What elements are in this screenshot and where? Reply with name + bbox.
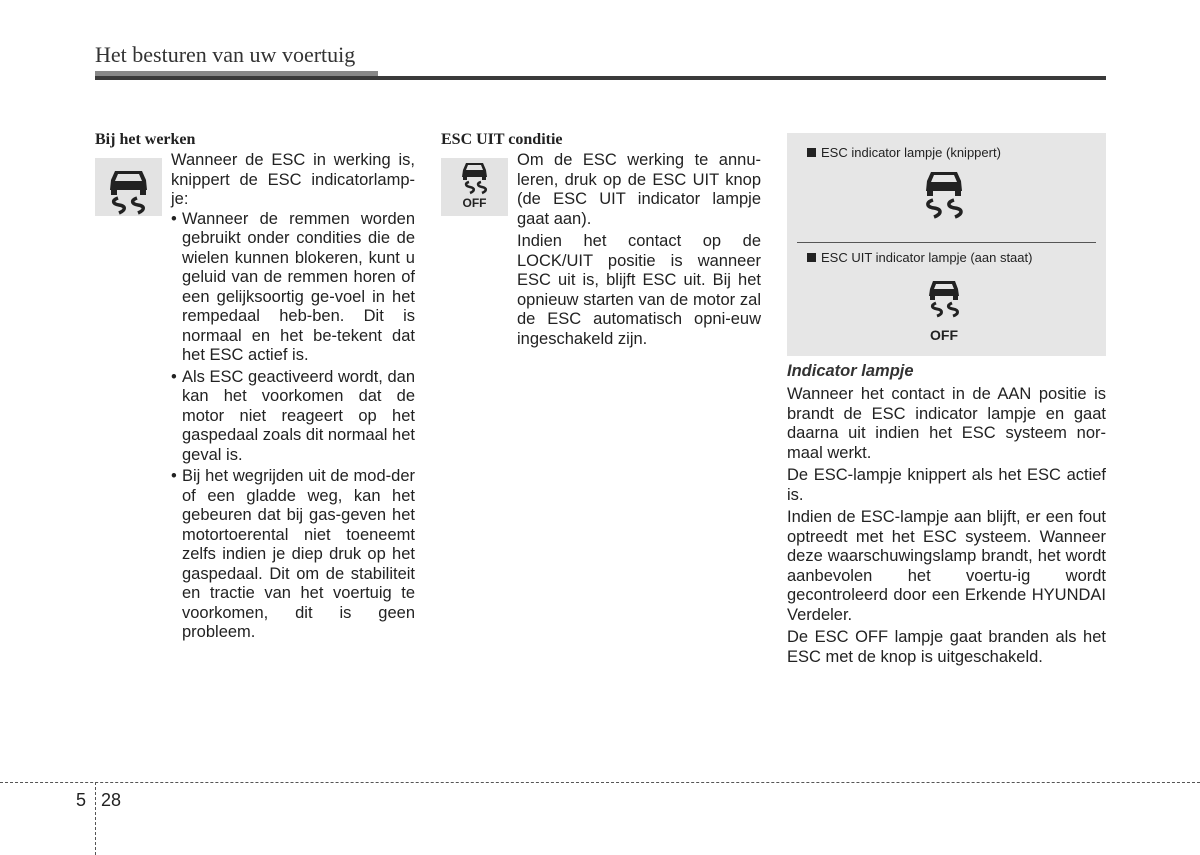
list-item: • Als ESC geactiveerd wordt, dan kan het voorkomen dat de motor niet reageert op het gaspedaal zoals dit normaal het geval is. bbox=[171, 368, 415, 466]
paragraph: Wanneer het contact in de AAN positie is brandt de ESC indicator lampje en gaat daarna uit indien het ESC systeem nor-maal werkt. bbox=[787, 385, 1106, 462]
off-icon-label: OFF bbox=[462, 196, 487, 210]
indicator-heading: Indicator lampje bbox=[787, 362, 914, 380]
page-header-title: Het besturen van uw voertuig bbox=[95, 42, 356, 67]
panel-label-off bbox=[807, 250, 1032, 265]
paragraph: Indien het contact op de LOCK/UIT positie is wanneer ESC uit is, blijft ESC uit. Bij het opnieuw starten van de motor zal de ESC automatisch opni-euw ingeschakeld zijn. bbox=[517, 232, 761, 348]
list-item: • Wanneer de remmen worden gebruikt onder condities die de wielen kunnen blokeren, kunt u geluid van de remmen horen of een gelijksoortig ge-voel in het rempedaal heb-ben. Dit is normaal en het be-tekent dat het ESC actief is. bbox=[171, 210, 415, 366]
panel-label-text: ESC UIT indicator lampje (aan staat) bbox=[821, 250, 1033, 265]
square-bullet-icon bbox=[807, 148, 816, 157]
esc-off-large-icon bbox=[920, 279, 968, 332]
esc-indicator-icon bbox=[95, 158, 162, 216]
paragraph: De ESC-lampje knippert als het ESC actief is. bbox=[787, 466, 1106, 504]
section-heading: ESC UIT conditie bbox=[441, 131, 563, 148]
intro-text: Wanneer de ESC in werking is, knippert de ESC indicatorlamp-je: bbox=[171, 151, 415, 208]
footer-vertical-divider bbox=[95, 782, 96, 855]
off-label: OFF bbox=[930, 327, 958, 343]
list-item: • Bij het wegrijden uit de mod-der of een gladde weg, kan het gebeuren dat bij gas-geven het motortoerental niet toeneemt zelfs indien je diep druk op het gaspedaal. Dit om de stabiliteit en tractie van het voertuig te voorkomen, dit is geen probleem. bbox=[171, 467, 415, 643]
chapter-number: 5 bbox=[76, 790, 87, 810]
paragraph: Indien de ESC-lampje aan blijft, er een fout optreedt met het ESC systeem. Wanneer deze waarschuwingslamp brandt, het wordt aanbevolen het voertu-ig wordt gecontroleerd door een Erkende HYUNDAI Verdeler. bbox=[787, 508, 1106, 624]
indicator-panel bbox=[787, 133, 1106, 356]
panel-label-text: ESC indicator lampje (knippert) bbox=[821, 145, 1001, 160]
panel-label-blinking bbox=[807, 145, 1001, 160]
column-esc-uit-conditie bbox=[441, 130, 761, 352]
column-indicator-lampje bbox=[787, 385, 1106, 670]
panel-divider bbox=[797, 242, 1096, 243]
section-heading: Bij het werken bbox=[95, 131, 196, 148]
page-number: 28 bbox=[101, 790, 122, 810]
square-bullet-icon bbox=[807, 253, 816, 262]
esc-off-indicator-icon bbox=[441, 158, 508, 216]
paragraph: De ESC OFF lampje gaat branden als het ESC met de knop is uitgeschakeld. bbox=[787, 628, 1106, 666]
header-rule bbox=[95, 76, 1106, 80]
esc-indicator-large-icon bbox=[914, 169, 974, 234]
bullet-list bbox=[171, 210, 415, 643]
paragraph: Om de ESC werking te annu-leren, druk op de ESC UIT knop (de ESC UIT indicator lampje gaat aan). bbox=[517, 151, 761, 228]
footer-divider bbox=[0, 782, 1200, 783]
column-bij-het-werken bbox=[95, 130, 415, 645]
